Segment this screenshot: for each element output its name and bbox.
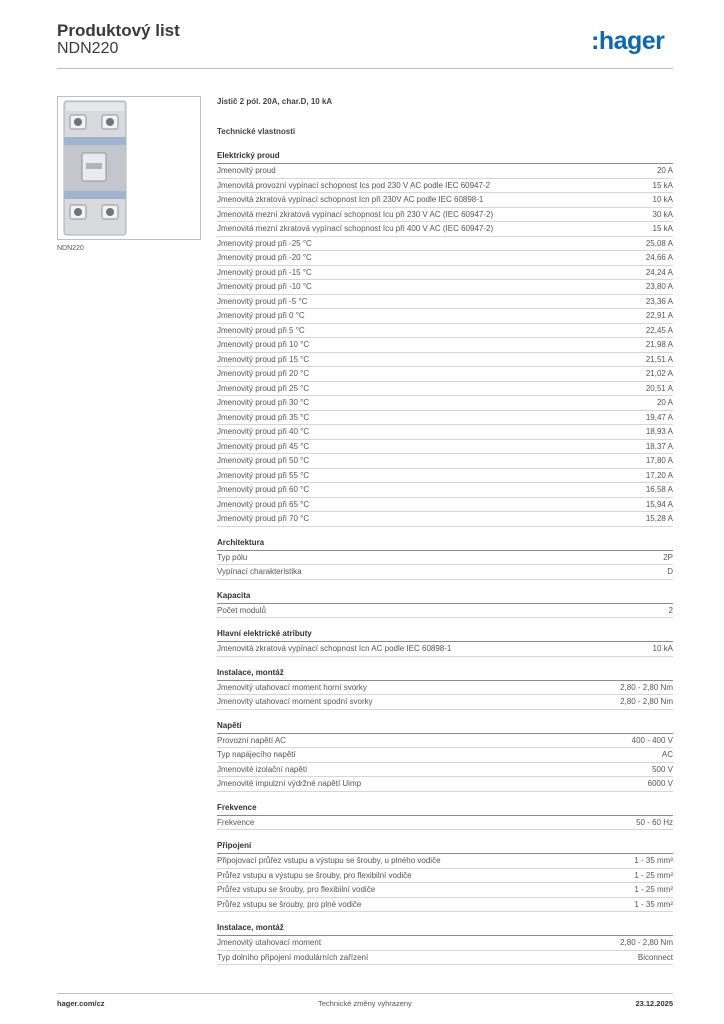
spec-label: Jmenovitá mezní zkratová vypínací schopnost Icu při 400 V AC (IEC 60947-2): [217, 224, 494, 234]
spec-row: [217, 748, 673, 763]
footer-date: 23.12.2025: [635, 999, 673, 1008]
spec-value: 17,80 A: [645, 456, 673, 466]
spec-row: [217, 367, 673, 382]
spec-value: 25,08 A: [645, 238, 673, 248]
spec-label: Jmenovitý proud při 25 °C: [217, 383, 310, 393]
section-title: Frekvence: [217, 802, 673, 816]
spec-value: 15 kA: [652, 224, 673, 234]
spec-value: 24,66 A: [645, 253, 673, 263]
spec-label: Počet modulů: [217, 605, 266, 615]
spec-row: [217, 604, 673, 619]
spec-content: [217, 96, 673, 965]
spec-label: Jmenovitá mezní zkratová vypínací schopnost Icu při 230 V AC (IEC 60947-2): [217, 209, 494, 219]
spec-value: 21,02 A: [645, 369, 673, 379]
spec-row: [217, 396, 673, 411]
spec-row: [217, 551, 673, 566]
spec-value: 24,24 A: [645, 267, 673, 277]
spec-value: Biconnect: [637, 952, 673, 962]
section-gap: [217, 792, 673, 802]
section-gap: [217, 618, 673, 628]
spec-value: 1 - 35 mm²: [634, 856, 673, 866]
spec-row: [217, 512, 673, 527]
spec-value: 1 - 35 mm²: [634, 899, 673, 909]
spec-row: [217, 734, 673, 749]
section-title: Elektrický proud: [217, 150, 673, 164]
spec-label: Jmenovitý utahovací moment: [217, 938, 322, 948]
spec-label: Jmenovitý proud při 50 °C: [217, 456, 310, 466]
header-divider: [57, 68, 673, 69]
section-title: Napětí: [217, 720, 673, 734]
spec-row: [217, 483, 673, 498]
section-gap: [217, 710, 673, 720]
spec-row: [217, 898, 673, 913]
spec-row: [217, 309, 673, 324]
spec-label: Jmenovité impulzní výdržné napětí Uimp: [217, 779, 362, 789]
spec-value: 1 - 25 mm²: [634, 885, 673, 895]
spec-label: Jmenovitý proud při -20 °C: [217, 253, 312, 263]
spec-row: [217, 411, 673, 426]
product-image: [57, 96, 201, 240]
section-title: Připojení: [217, 840, 673, 854]
spec-value: 6000 V: [647, 779, 673, 789]
spec-row: [217, 498, 673, 513]
section-title: Hlavní elektrické atributy: [217, 628, 673, 642]
spec-value: 18,37 A: [645, 441, 673, 451]
spec-label: Jmenovitý proud při -15 °C: [217, 267, 312, 277]
section-gap: [217, 580, 673, 590]
spec-label: Jmenovitý proud při -10 °C: [217, 282, 312, 292]
spec-label: Jmenovitý proud při 30 °C: [217, 398, 310, 408]
spec-row: [217, 936, 673, 951]
spec-label: Jmenovitý proud při 15 °C: [217, 354, 310, 364]
spec-row: [217, 266, 673, 281]
spec-label: Jmenovitý proud při -5 °C: [217, 296, 308, 306]
image-caption: NDN220: [57, 245, 84, 252]
spec-label: Provozní napětí AC: [217, 735, 286, 745]
footer-website: hager.com/cz: [57, 999, 105, 1008]
spec-value: 20 A: [656, 166, 673, 176]
spec-label: Průřez vstupu a výstupu se šrouby, pro flexibilní vodiče: [217, 870, 412, 880]
section-title: Kapacita: [217, 590, 673, 604]
spec-label: Jmenovitý proud: [217, 166, 276, 176]
spec-label: Jmenovitý proud při 35 °C: [217, 412, 310, 422]
spec-value: 2: [668, 605, 673, 615]
spec-label: Jmenovitý proud při -25 °C: [217, 238, 312, 248]
spec-label: Frekvence: [217, 817, 255, 827]
circuit-breaker-icon: [58, 97, 200, 239]
spec-value: 21,98 A: [645, 340, 673, 350]
spec-row: [217, 883, 673, 898]
section-gap: [217, 830, 673, 840]
spec-label: Jmenovitý proud při 65 °C: [217, 499, 310, 509]
spec-row: [217, 353, 673, 368]
spec-label: Jmenovitý utahovací moment spodní svorky: [217, 697, 373, 707]
spec-label: Jmenovitý proud při 10 °C: [217, 340, 310, 350]
spec-row: [217, 777, 673, 792]
spec-label: Jmenovitý proud při 20 °C: [217, 369, 310, 379]
spec-label: Typ napájecího napětí: [217, 750, 296, 760]
section-gap: [217, 527, 673, 537]
spec-value: 50 - 60 Hz: [636, 817, 673, 827]
spec-label: Jmenovitý proud při 70 °C: [217, 514, 310, 524]
spec-row: [217, 251, 673, 266]
spec-label: Jmenovitý proud při 5 °C: [217, 325, 305, 335]
spec-label: Typ pólu: [217, 552, 248, 562]
spec-row: [217, 469, 673, 484]
spec-value: 15,94 A: [645, 499, 673, 509]
spec-row: [217, 763, 673, 778]
spec-row: [217, 208, 673, 223]
spec-sections: [217, 150, 673, 965]
spec-row: [217, 681, 673, 696]
section-gap: [217, 657, 673, 667]
spec-row: [217, 237, 673, 252]
spec-label: Typ dolního připojení modulárních zařízení: [217, 952, 369, 962]
spec-value: 1 - 25 mm²: [634, 870, 673, 880]
spec-value: 22,45 A: [645, 325, 673, 335]
section-title: Instalace, montáž: [217, 922, 673, 936]
spec-row: [217, 440, 673, 455]
section-gap: [217, 912, 673, 922]
spec-label: Vypínací charakteristika: [217, 567, 302, 577]
spec-row: [217, 179, 673, 194]
spec-value: 21,51 A: [645, 354, 673, 364]
spec-label: Průřez vstupu se šrouby, pro plné vodiče: [217, 899, 362, 909]
spec-value: 20,51 A: [645, 383, 673, 393]
spec-row: [217, 951, 673, 966]
spec-row: [217, 295, 673, 310]
spec-value: 16,58 A: [645, 485, 673, 495]
spec-row: [217, 642, 673, 657]
spec-row: [217, 222, 673, 237]
spec-label: Jmenovitý utahovací moment horní svorky: [217, 682, 367, 692]
spec-value: 2,80 - 2,80 Nm: [620, 682, 673, 692]
section-title: Instalace, montáž: [217, 667, 673, 681]
spec-label: Jmenovitý proud při 45 °C: [217, 441, 310, 451]
spec-row: [217, 425, 673, 440]
spec-label: Jmenovitý proud při 40 °C: [217, 427, 310, 437]
spec-row: [217, 816, 673, 831]
spec-row: [217, 338, 673, 353]
spec-row: [217, 854, 673, 869]
spec-label: Průřez vstupu se šrouby, pro flexibilní vodiče: [217, 885, 376, 895]
spec-value: 400 - 400 V: [631, 735, 673, 745]
section-title: Architektura: [217, 537, 673, 551]
footer-note: Technické změny vyhrazeny: [318, 999, 412, 1008]
tech-properties-title: Technické vlastnosti: [217, 127, 296, 136]
spec-label: Jmenovitý proud při 0 °C: [217, 311, 305, 321]
spec-label: Jmenovitá provozní vypínací schopnost Ics pod 230 V AC podle IEC 60947-2: [217, 180, 491, 190]
spec-value: 10 kA: [652, 195, 673, 205]
spec-value: 19,47 A: [645, 412, 673, 422]
spec-value: 18,93 A: [645, 427, 673, 437]
spec-label: Jmenovitý proud při 60 °C: [217, 485, 310, 495]
spec-label: Jmenovitá zkratová vypínací schopnost Icn AC podle IEC 60898-1: [217, 644, 452, 654]
spec-value: 30 kA: [652, 209, 673, 219]
product-code: NDN220: [57, 40, 119, 57]
spec-value: 2P: [663, 552, 673, 562]
spec-row: [217, 869, 673, 884]
spec-value: D: [667, 567, 673, 577]
spec-row: [217, 454, 673, 469]
spec-row: [217, 382, 673, 397]
spec-value: AC: [661, 750, 673, 760]
spec-row: [217, 324, 673, 339]
spec-value: 10 kA: [652, 644, 673, 654]
spec-value: 15 kA: [652, 180, 673, 190]
footer-divider: [57, 993, 673, 994]
spec-label: Jmenovitá zkratová vypínací schopnost Icn při 230V AC podle IEC 60898-1: [217, 195, 484, 205]
spec-value: 23,80 A: [645, 282, 673, 292]
spec-row: [217, 280, 673, 295]
spec-value: 17,20 A: [645, 470, 673, 480]
spec-row: [217, 565, 673, 580]
spec-label: Jmenovité izolační napětí: [217, 764, 308, 774]
spec-label: Připojovací průřez vstupu a výstupu se šrouby, u plného vodiče: [217, 856, 441, 866]
hager-logo: :hager: [591, 27, 665, 55]
spec-row: [217, 164, 673, 179]
product-description: Jistič 2 pól. 20A, char.D, 10 kA: [217, 97, 333, 106]
spec-value: 15,28 A: [645, 514, 673, 524]
spec-value: 2,80 - 2,80 Nm: [620, 938, 673, 948]
page-title: Produktový list: [57, 21, 180, 40]
spec-value: 500 V: [652, 764, 673, 774]
spec-row: [217, 193, 673, 208]
spec-value: 23,36 A: [645, 296, 673, 306]
spec-value: 2,80 - 2,80 Nm: [620, 697, 673, 707]
spec-value: 22,91 A: [645, 311, 673, 321]
spec-row: [217, 695, 673, 710]
spec-value: 20 A: [656, 398, 673, 408]
spec-label: Jmenovitý proud při 55 °C: [217, 470, 310, 480]
